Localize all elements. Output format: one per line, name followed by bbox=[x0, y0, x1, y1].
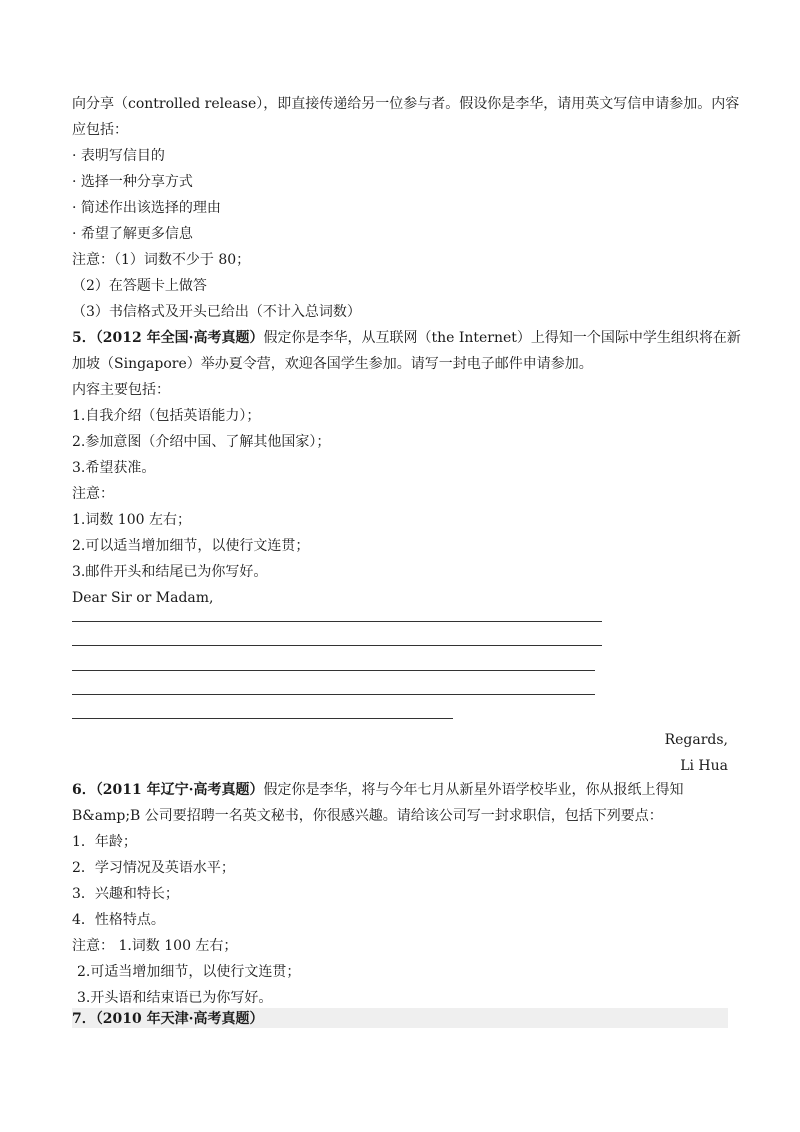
intro-note: （3）书信格式及开头已给出（不计入总词数） bbox=[72, 304, 361, 320]
answer-line bbox=[72, 718, 453, 719]
answer-line bbox=[72, 670, 595, 671]
q6-note: 3.开头语和结束语已为你写好。 bbox=[77, 990, 273, 1006]
intro-bullet: · 选择一种分享方式 bbox=[72, 174, 193, 190]
q5-prompt-part1: 假定你是李华，从互联网（the Internet）上得知一个国际中学生组织将在新 bbox=[263, 330, 741, 346]
intro-note: 注意：（1）词数不少于 80； bbox=[72, 252, 251, 268]
q6-point: 1．年龄； bbox=[72, 834, 137, 850]
q6-heading-line bbox=[72, 781, 683, 799]
q5-number: 5． bbox=[72, 330, 96, 346]
answer-line bbox=[72, 645, 602, 646]
q5-signature: Li Hua bbox=[680, 758, 728, 774]
intro-bullet: · 希望了解更多信息 bbox=[72, 226, 193, 242]
intro-line-1: 向分享（controlled release），即直接传递给另一位参与者。假设你是李华，请用英文写信申请参加。内容 bbox=[72, 96, 740, 112]
intro-note: （2）在答题卡上做答 bbox=[72, 278, 207, 294]
q6-point: 3．兴趣和特长； bbox=[72, 886, 179, 902]
q6-point: 4．性格特点。 bbox=[72, 912, 165, 928]
q6-source: （2011 年辽宁·高考真题） bbox=[95, 782, 264, 798]
q5-note: 3.邮件开头和结尾已为你写好。 bbox=[72, 564, 268, 580]
q6-prompt-part1: 假定你是李华，将与今年七月从新星外语学校毕业，你从报纸上得知 bbox=[263, 782, 684, 798]
q5-closing: Regards, bbox=[664, 732, 728, 748]
q5-note-title: 注意： bbox=[72, 486, 114, 502]
q5-salutation: Dear Sir or Madam, bbox=[72, 590, 214, 606]
q5-point: 2.参加意图（介绍中国、了解其他国家）； bbox=[72, 434, 331, 450]
q5-content-title: 内容主要包括： bbox=[72, 382, 170, 398]
q6-note: 注意： 1.词数 100 左右； bbox=[72, 938, 238, 954]
q5-prompt-part2: 加坡（Singapore）举办夏令营，欢迎各国学生参加。请写一封电子邮件申请参加。 bbox=[72, 356, 593, 372]
q7-source: （2010 年天津·高考真题） bbox=[95, 1011, 264, 1027]
intro-bullet: · 表明写信目的 bbox=[72, 148, 165, 164]
answer-line bbox=[72, 694, 595, 695]
q5-source: （2012 年全国·高考真题） bbox=[95, 330, 264, 346]
q7-heading-line bbox=[72, 1010, 263, 1028]
q6-prompt-part2: B&amp;B 公司要招聘一名英文秘书，你很感兴趣。请给该公司写一封求职信，包括下列要点： bbox=[72, 808, 663, 824]
q7-number: 7． bbox=[72, 1011, 96, 1027]
intro-line-2: 应包括： bbox=[72, 122, 128, 138]
q5-note: 2.可以适当增加细节，以使行文连贯； bbox=[72, 538, 310, 554]
q5-heading-line bbox=[72, 329, 741, 347]
q5-point: 1.自我介绍（包括英语能力）； bbox=[72, 408, 261, 424]
intro-bullet: · 简述作出该选择的理由 bbox=[72, 200, 221, 216]
answer-line bbox=[72, 621, 602, 622]
q5-point: 3.希望获准。 bbox=[72, 460, 156, 476]
q6-note: 2.可适当增加细节，以使行文连贯； bbox=[77, 964, 301, 980]
q5-note: 1.词数 100 左右； bbox=[72, 512, 191, 528]
q6-number: 6． bbox=[72, 782, 96, 798]
q6-point: 2．学习情况及英语水平； bbox=[72, 860, 235, 876]
